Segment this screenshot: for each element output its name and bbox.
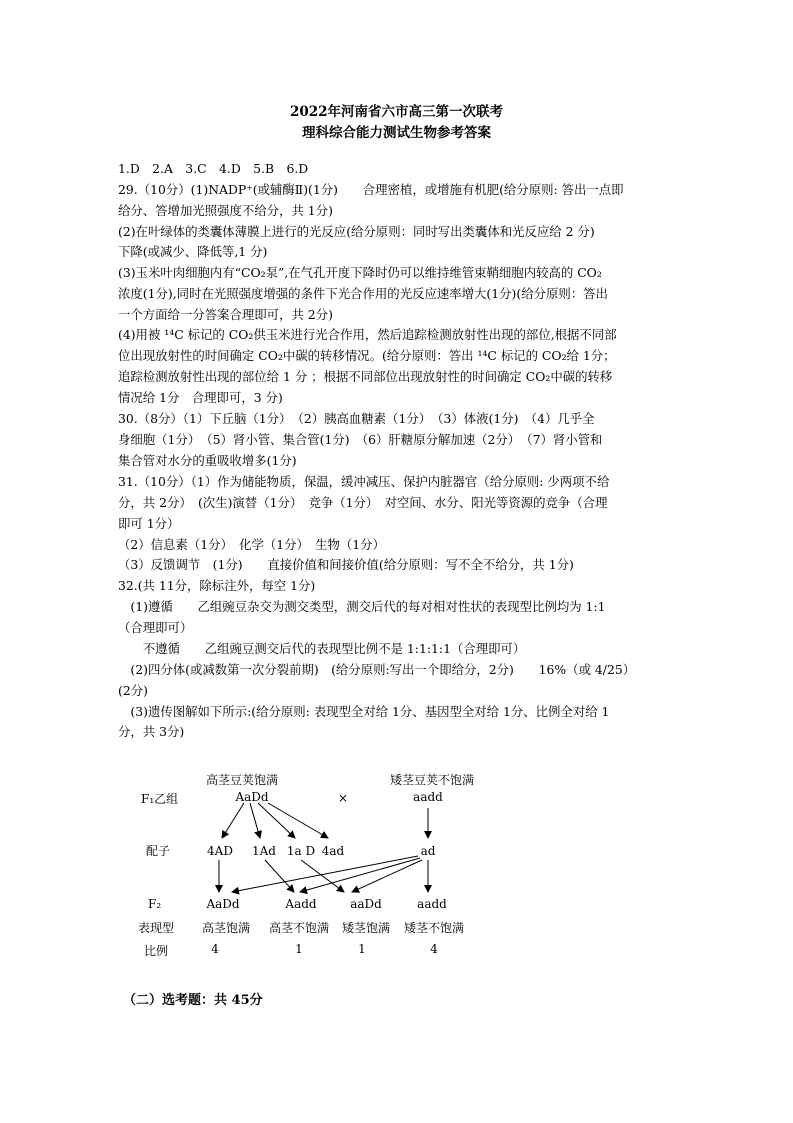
arrow-to-gamete-Ad — [250, 803, 260, 838]
answer-line: 1.D 2.A 3.C 4.D 5.B 6.D — [118, 161, 309, 176]
offspring-phenotype: 高茎饱满 — [201, 921, 251, 935]
answer-line: 30.（8分）（1）下丘脑（1分） （2）胰高血糖素（1分） （3）体液(1分) （4）几乎全 — [118, 411, 595, 426]
ratio-value: 4 — [211, 942, 219, 956]
parent2-phenotype: 矮茎豆荚不饱满 — [389, 773, 475, 787]
answer-line: （合理即可） — [118, 620, 193, 635]
answer-line: 31.（10分）（1）作为储能物质，保温，缓冲减压、保护内脏器官（给分原则: 少两项不给 — [118, 474, 610, 489]
answer-line: 身细胞（1分） （5）肾小管、集合管(1分) （6）肝糖原分解加速（2分） （7）肾小管和 — [118, 432, 603, 447]
offspring-phenotype: 矮茎不饱满 — [403, 921, 465, 935]
ratio-value: 4 — [430, 942, 438, 956]
answer-line: (3)遗传图解如下所示:(给分原则: 表现型全对给 1分、基因型全对给 1分、比例全对给 1 — [118, 704, 610, 719]
answer-line: （3）反馈调节 (1分) 直接价值和间接价值(给分原则：写不全不给分，共 1分) — [118, 557, 574, 572]
answer-line: (3)玉米叶肉细胞内有“CO₂泵”,在气孔开度下降时仍可以维持维管束鞘细胞内较高的 CO₂ — [118, 265, 602, 280]
arrow-ad-to-aaDd — [352, 860, 422, 892]
document-subtitle: 理科综合能力测试生物参考答案 — [302, 125, 491, 141]
ratio-value: 1 — [358, 942, 366, 956]
section-heading: （二）选考题：共 45分 — [123, 993, 263, 1008]
document-title: 2022年河南省六市高三第一次联考 — [289, 104, 504, 120]
answer-line: (4)用被 ¹⁴C 标记的 CO₂供玉米进行光合作用，然后追踪检测放射性出现的部位,根据不同部 — [118, 327, 617, 342]
cross-symbol: × — [337, 791, 349, 805]
offspring-genotype: aaDd — [350, 897, 382, 911]
offspring-genotype: Aadd — [285, 897, 317, 911]
offspring-genotype: AaDd — [206, 897, 240, 911]
gamete-aD: 1a D — [286, 844, 316, 858]
row-label-ratio: 比例 — [144, 944, 169, 958]
answer-line: 给分、答增加光照强度不给分，共 1分) — [118, 203, 333, 218]
parent1-phenotype: 高茎豆荚饱满 — [205, 773, 279, 787]
answer-line: 浓度(1分),同时在光照强度增强的条件下光合作用的光反应速率增大(1分)(给分原则：答出 — [118, 286, 608, 301]
arrow-ad-to-AaDd — [232, 856, 418, 892]
answer-line: 分，共 3分) — [118, 724, 185, 739]
offspring-phenotype: 高茎不饱满 — [268, 921, 330, 935]
answer-line: (2分) — [118, 683, 148, 698]
row-label-phenotype: 表现型 — [138, 921, 175, 935]
answer-line: （2）信息素（1分） 化学（1分） 生物（1分） — [118, 537, 385, 552]
row-label-gamete: 配子 — [146, 844, 171, 858]
arrow-to-gamete-AD — [222, 803, 244, 838]
answer-line: (1)遵循 乙组豌豆杂交为测交类型，测交后代的每对相对性状的表现型比例均为 1:1 — [118, 599, 606, 614]
gamete-AD: 4AD — [207, 844, 233, 858]
row-label-f2: F₂ — [148, 897, 162, 911]
answer-line: 位出现放射性的时间确定 CO₂中碳的转移情况。(给分原则：答出 ¹⁴C 标记的 CO₂给 1分； — [118, 348, 616, 363]
answer-line: (2)四分体(或减数第一次分裂前期) (给分原则:写出一个即给分，2分) 16%（或 4/25） — [118, 662, 636, 677]
gamete2-ad: ad — [420, 844, 436, 858]
answer-line: 即可 1分） — [118, 516, 180, 531]
parent1-genotype: AaDd — [235, 790, 269, 804]
gamete-ad: 4ad — [321, 844, 345, 858]
answer-line: 32.(共 11分，除标注外，每空 1分) — [118, 578, 316, 593]
answer-line: 集合管对水分的重吸收增多(1分) — [118, 453, 297, 468]
answer-line: 情况给 1分 合理即可，3 分) — [118, 390, 283, 405]
arrow-aD-to-aaDd — [301, 860, 344, 892]
parent2-genotype: aadd — [413, 790, 443, 804]
answer-line: (2)在叶绿体的类囊体薄膜上进行的光反应(给分原则：同时写出类囊体和光反应给 2 分) — [118, 224, 595, 239]
ratio-value: 1 — [295, 942, 303, 956]
arrow-Ad-to-Aadd — [265, 860, 294, 892]
row-label-f1: F₁乙组 — [141, 792, 179, 806]
offspring-genotype: aadd — [417, 897, 447, 911]
answer-line: 不遵循 乙组豌豆测交后代的表现型比例不是 1:1:1:1（合理即可） — [118, 641, 526, 656]
answer-line: 一个方面给一分答案合理即可，共 2分) — [118, 307, 333, 322]
offspring-phenotype: 矮茎饱满 — [341, 921, 391, 935]
answer-line: 分，共 2分） (次生)演替（1分） 竞争（1分） 对空间、水分、阳光等资源的竞争（合理 — [118, 495, 608, 510]
gamete-Ad: 1Ad — [252, 844, 276, 858]
answer-line: 29.（10分）(1)NADP⁺(或辅酶Ⅱ)(1分) 合理密植，或增施有机肥(给分原则: 答出一点即 — [118, 182, 624, 197]
answer-line: 追踪检测放射性出现的部位给 1 分 ；根据不同部位出现放射性的时间确定 CO₂中碳的转移 — [118, 369, 613, 384]
answer-line: 下降(或减少、降低等,1 分) — [118, 244, 268, 259]
